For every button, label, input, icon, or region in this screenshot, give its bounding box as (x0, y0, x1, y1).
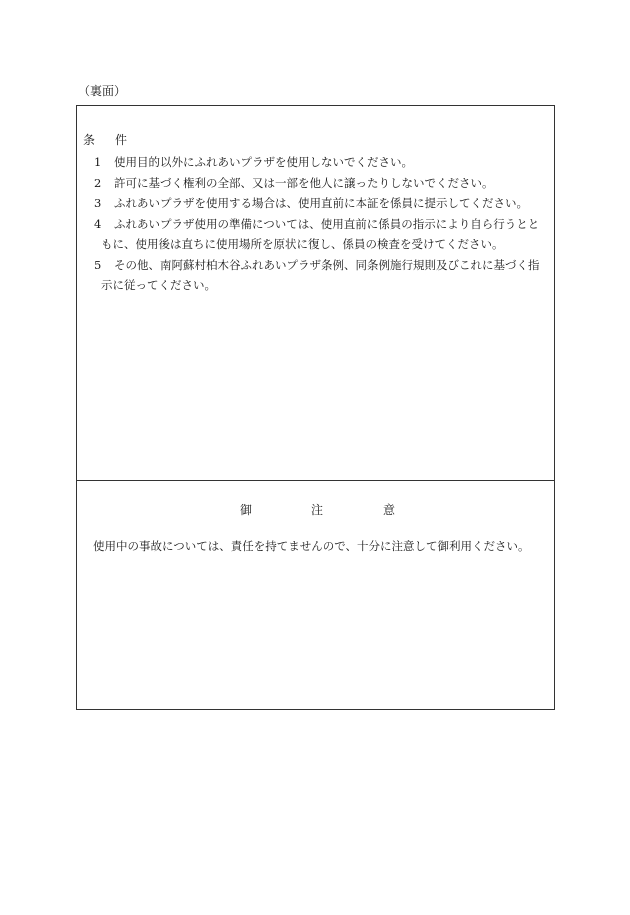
condition-item (77, 152, 554, 173)
condition-text-continued: もに、使用後は直ちに使用場所を原状に復し、係員の検査を受けてください。 (101, 237, 504, 251)
caution-text: 使用中の事故については、責任を持てませんので、十分に注意して御利用ください。 (93, 539, 530, 553)
conditions-section (77, 106, 554, 481)
condition-text: 使用目的以外にふれあいプラザを使用しないでください。 (114, 155, 413, 169)
caution-heading-char-1: 御 (240, 503, 253, 517)
condition-item (77, 214, 554, 255)
condition-number: 3 (94, 196, 102, 210)
condition-number: 1 (94, 155, 102, 169)
condition-text: 許可に基づく権利の全部、又は一部を他人に譲ったりしないでください。 (114, 175, 494, 190)
conditions-list (77, 152, 554, 296)
condition-number: 5 (94, 257, 102, 272)
condition-text-continued: 示に従ってください。 (101, 278, 216, 292)
conditions-heading (83, 133, 127, 147)
conditions-heading-char-2: 件 (115, 133, 128, 147)
caution-heading-char-3: 意 (383, 503, 396, 517)
condition-text: ふれあいプラザ使用の準備については、使用直前に係員の指示により自ら行うとと (114, 216, 540, 231)
condition-item (77, 255, 554, 296)
conditions-heading-char-1: 条 (83, 133, 96, 147)
condition-text: その他、南阿蘇村柏木谷ふれあいプラザ条例、同条例施行規則及びこれに基づく指 (114, 257, 540, 272)
condition-number: 4 (94, 216, 102, 231)
condition-item (77, 173, 554, 194)
condition-item (77, 193, 554, 214)
condition-text: ふれあいプラザを使用する場合は、使用直前に本証を係員に提示してください。 (114, 196, 528, 210)
page-side-label: （裏面） (78, 84, 127, 98)
condition-number: 2 (94, 175, 102, 190)
permit-back-form (76, 105, 555, 710)
caution-heading-char-2: 注 (311, 503, 324, 517)
caution-section (77, 481, 554, 710)
